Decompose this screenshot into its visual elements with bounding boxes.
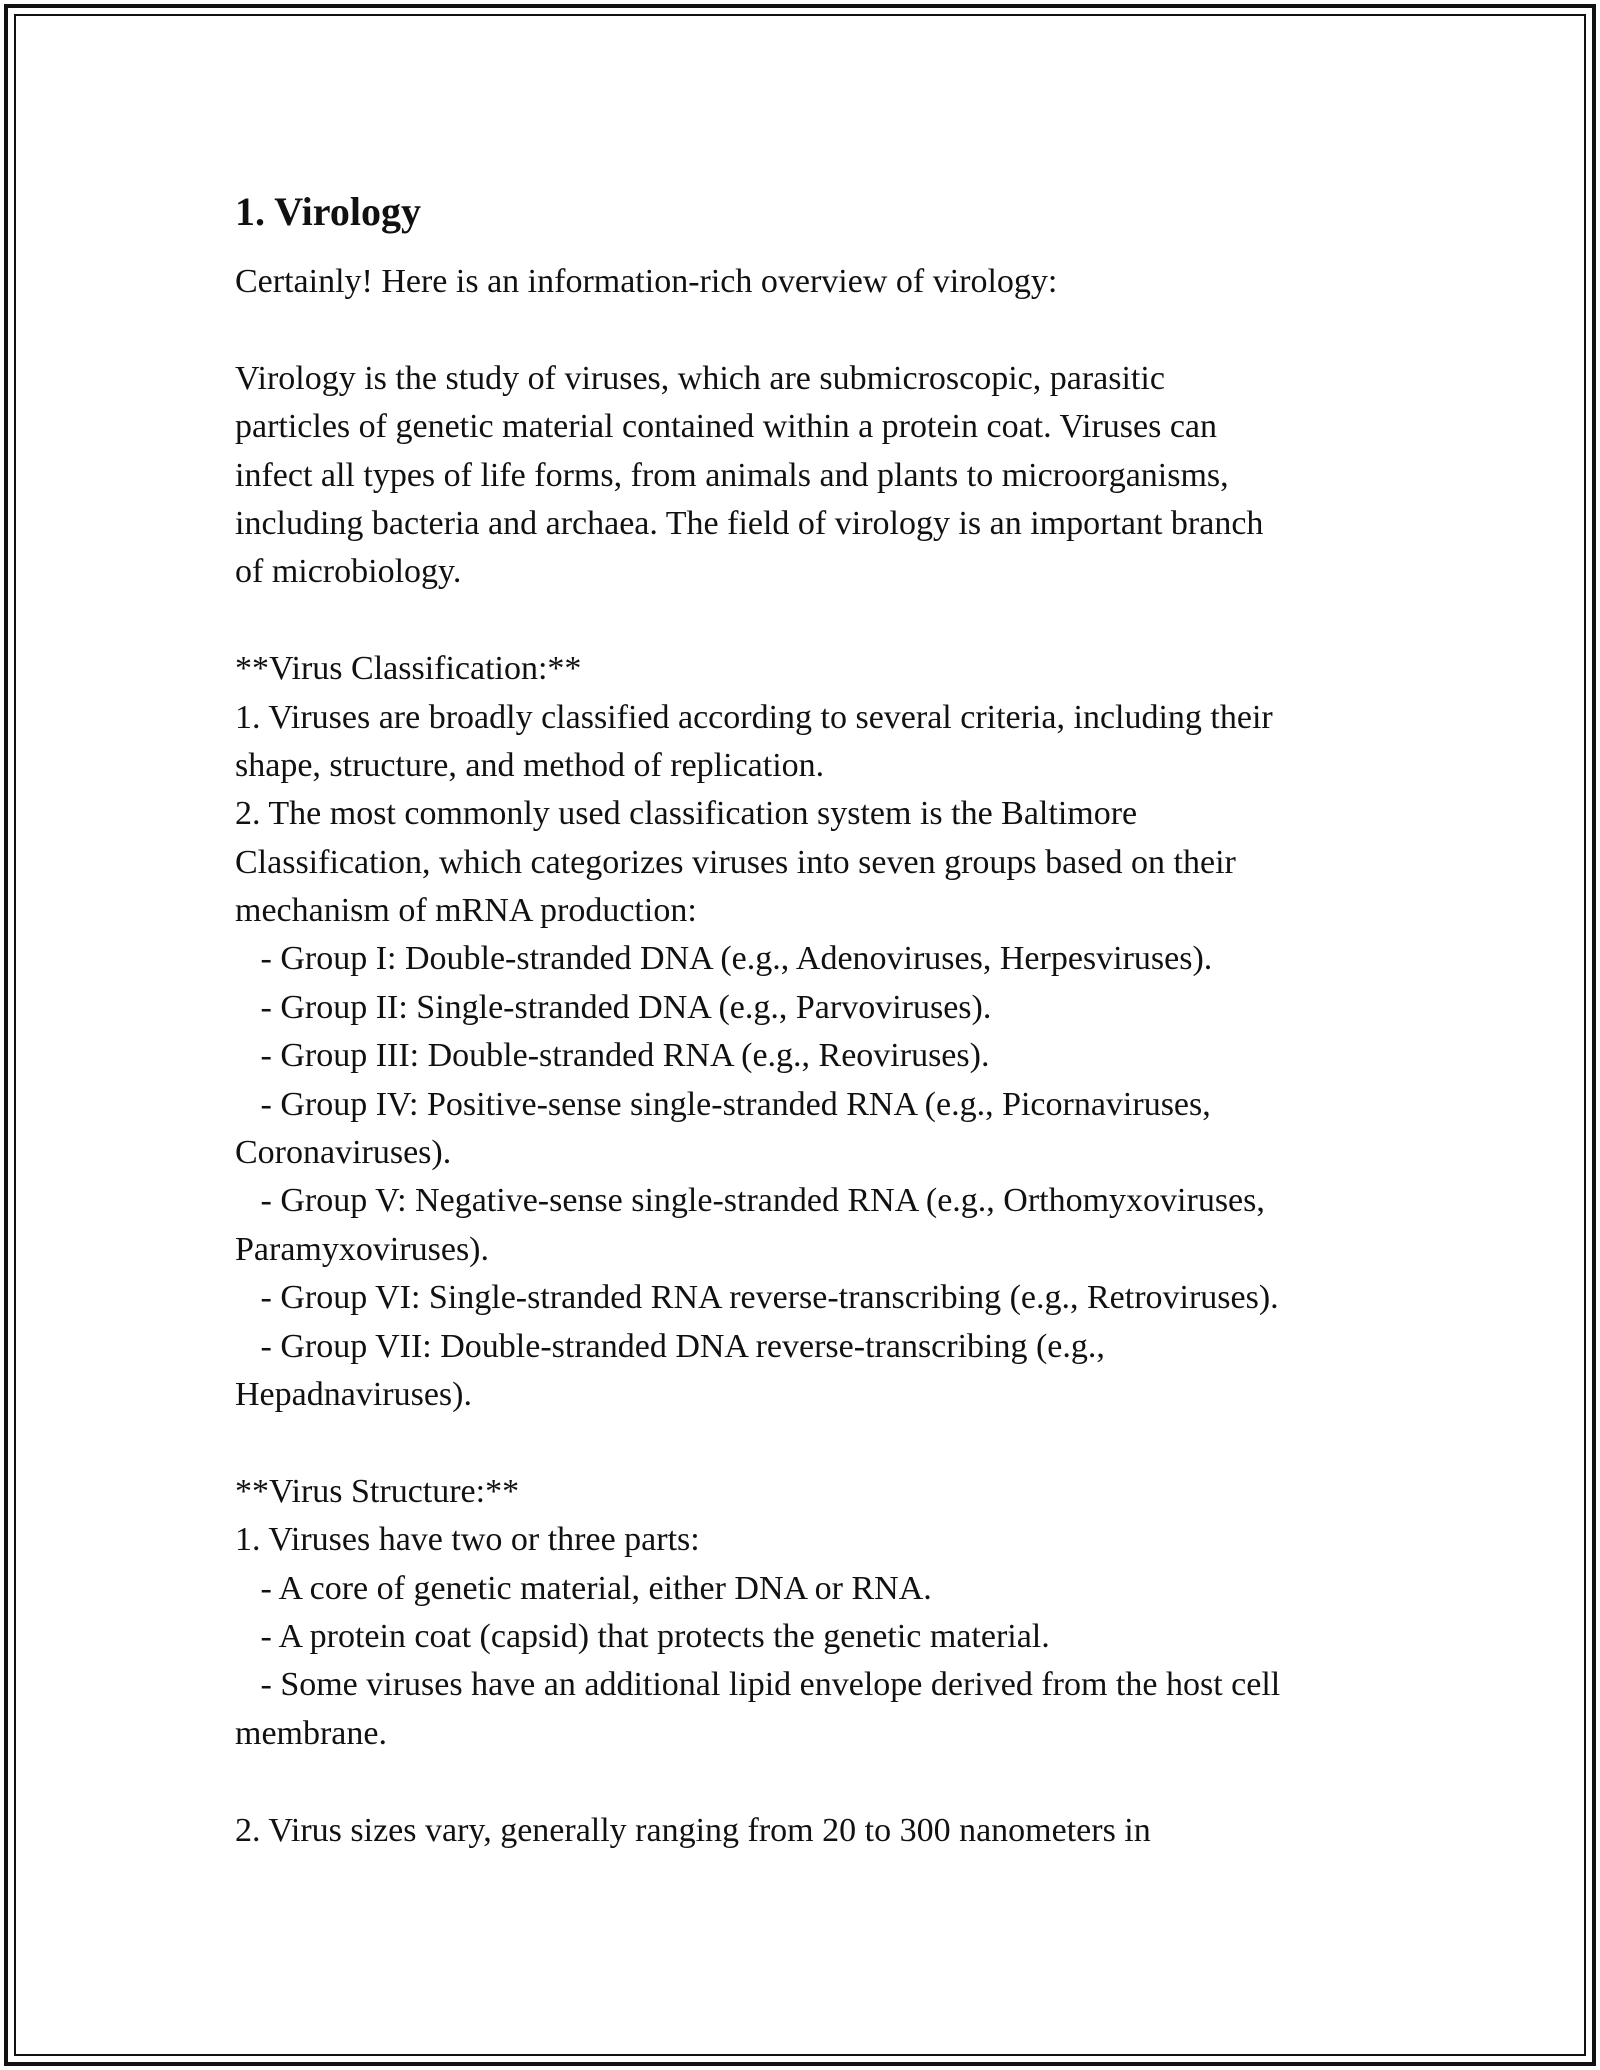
group-item: Coronaviruses).: [235, 1134, 452, 1172]
group-item: - Group IV: Positive-sense single-stranded RNA (e.g., Picornaviruses,: [235, 1085, 1211, 1123]
structure-title: **Virus Structure:**: [235, 1472, 520, 1510]
document-body: [235, 186, 1375, 1855]
group-item: - Group III: Double-stranded RNA (e.g., Reoviruses).: [235, 1037, 990, 1075]
group-item: - Group V: Negative-sense single-stranded RNA (e.g., Orthomyxoviruses,: [235, 1182, 1265, 1220]
paragraph-line: particles of genetic material contained within a protein coat. Viruses can: [235, 408, 1218, 446]
paragraph-line: including bacteria and archaea. The field of virology is an important branch: [235, 504, 1264, 542]
final-line: 2. Virus sizes vary, generally ranging from 20 to 300 nanometers in: [235, 1811, 1151, 1849]
classification-line: Classification, which categorizes viruses into seven groups based on their: [235, 843, 1236, 881]
structure-item: - Some viruses have an additional lipid envelope derived from the host cell: [235, 1666, 1281, 1704]
classification-line: mechanism of mRNA production:: [235, 892, 697, 930]
classification-line: 2. The most commonly used classification system is the Baltimore: [235, 795, 1138, 833]
blank-line: [235, 306, 1375, 354]
structure-item: membrane.: [235, 1714, 387, 1752]
classification-line: shape, structure, and method of replication.: [235, 746, 825, 784]
group-item: - Group VI: Single-stranded RNA reverse-transcribing (e.g., Retroviruses).: [235, 1279, 1279, 1317]
group-item: Hepadnaviruses).: [235, 1375, 472, 1413]
classification-section: [235, 645, 1375, 1419]
intro-line: Certainly! Here is an information-rich overview of virology:: [235, 263, 1058, 300]
structure-item: - A protein coat (capsid) that protects the genetic material.: [235, 1617, 1050, 1655]
group-item: - Group I: Double-stranded DNA (e.g., Adenoviruses, Herpesviruses).: [235, 940, 1213, 978]
structure-line: 1. Viruses have two or three parts:: [235, 1521, 700, 1559]
blank-line: [235, 1758, 1375, 1806]
classification-title: **Virus Classification:**: [235, 650, 582, 688]
group-item: - Group II: Single-stranded DNA (e.g., Parvoviruses).: [235, 988, 992, 1026]
paragraph-line: infect all types of life forms, from animals and plants to microorganisms,: [235, 456, 1229, 494]
structure-item: - A core of genetic material, either DNA or RNA.: [235, 1569, 932, 1607]
blank-line: [235, 597, 1375, 645]
section-heading: 1. Virology: [235, 189, 421, 234]
group-item: - Group VII: Double-stranded DNA reverse-transcribing (e.g.,: [235, 1327, 1105, 1365]
paragraph-line: of microbiology.: [235, 553, 462, 591]
structure-section: [235, 1468, 1375, 1758]
group-item: Paramyxoviruses).: [235, 1230, 490, 1268]
classification-line: 1. Viruses are broadly classified according to several criteria, including their: [235, 698, 1273, 736]
paragraph-line: Virology is the study of viruses, which are submicroscopic, parasitic: [235, 359, 1165, 397]
overview-paragraph: [235, 355, 1375, 597]
blank-line: [235, 1419, 1375, 1467]
